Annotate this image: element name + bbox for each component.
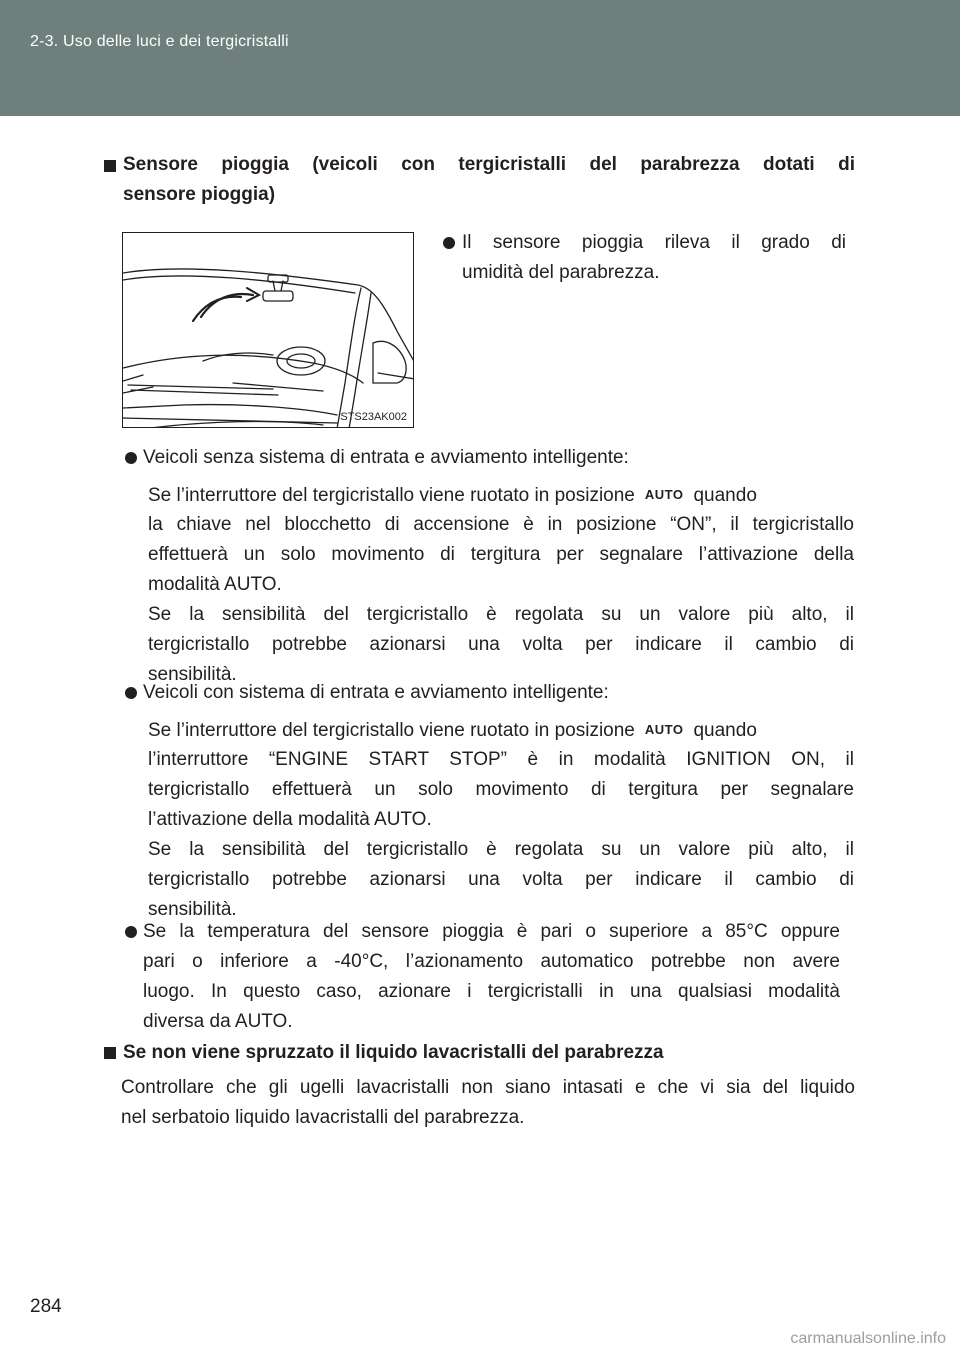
windshield-illustration bbox=[122, 232, 414, 428]
square-bullet-icon bbox=[104, 160, 116, 172]
section-title: 2-3. Uso delle luci e dei tergicristalli bbox=[30, 33, 289, 50]
bullet-a-text: effettuerà un solo movimento di tergitura per segnalare l’attivazione della bbox=[148, 544, 854, 565]
section2-text: Controllare che gli ugelli lavacristalli non siano intasati e che vi sia del liquido bbox=[121, 1077, 855, 1098]
watermark: carmanualsonline.info bbox=[790, 1330, 946, 1347]
section-header-bar bbox=[0, 0, 960, 116]
intro-line: Il sensore pioggia rileva il grado di bbox=[462, 232, 846, 253]
bullet-a-text: modalità AUTO. bbox=[148, 574, 282, 595]
page-number: 284 bbox=[30, 1296, 62, 1317]
bullet-b-text: l’interruttore “ENGINE START STOP” è in modalità IGNITION ON, il bbox=[148, 749, 854, 770]
bullet-a-body bbox=[148, 480, 854, 690]
bullet-a-line-1 bbox=[148, 480, 854, 510]
rain-sensor-intro bbox=[462, 228, 846, 288]
section2-body bbox=[121, 1073, 855, 1133]
section2-heading: Se non viene spruzzato il liquido lavacristalli del parabrezza bbox=[123, 1042, 664, 1063]
section2-text: nel serbatoio liquido lavacristalli del parabrezza. bbox=[121, 1107, 525, 1128]
round-bullet-icon bbox=[125, 926, 137, 938]
bullet-b-text: l’attivazione della modalità AUTO. bbox=[148, 809, 432, 830]
bullet-a-text: quando bbox=[693, 485, 757, 506]
auto-wiper-icon: AUTO bbox=[644, 722, 684, 737]
intro-line: umidità del parabrezza. bbox=[462, 262, 660, 283]
bullet-a-text: sensibilità. bbox=[148, 664, 237, 685]
round-bullet-icon bbox=[125, 687, 137, 699]
bullet-c-text: luogo. In questo caso, azionare i tergicristalli in una qualsiasi modalità bbox=[143, 981, 840, 1002]
round-bullet-icon bbox=[125, 452, 137, 464]
bullet-c-text: pari o inferiore a -40°C, l’azionamento automatico potrebbe non avere bbox=[143, 951, 840, 972]
bullet-c-text: Se la temperatura del sensore pioggia è pari o superiore a 85°C oppure bbox=[143, 921, 840, 942]
bullet-a-title: Veicoli senza sistema di entrata e avviamento intelligente: bbox=[143, 447, 629, 468]
figure-code: STS23AK002 bbox=[340, 411, 407, 423]
bullet-b-text: Se la sensibilità del tergicristallo è regolata su un valore più alto, il bbox=[148, 839, 854, 860]
bullet-b-text: tergicristallo potrebbe azionarsi una volta per indicare il cambio di bbox=[148, 869, 854, 890]
bullet-a-text: la chiave nel blocchetto di accensione è in posizione “ON”, il tergicristallo bbox=[148, 514, 854, 535]
section1-heading-line1: Sensore pioggia (veicoli con tergicristalli del parabrezza dotati di bbox=[123, 154, 855, 175]
section1-heading bbox=[123, 150, 855, 210]
auto-wiper-icon: AUTO bbox=[644, 487, 684, 502]
bullet-b-body bbox=[148, 715, 854, 925]
bullet-b-text: tergicristallo effettuerà un solo movimento di tergitura per segnalare bbox=[148, 779, 854, 800]
bullet-b-title: Veicoli con sistema di entrata e avviamento intelligente: bbox=[143, 682, 609, 703]
round-bullet-icon bbox=[443, 237, 455, 249]
bullet-a-text: Se la sensibilità del tergicristallo è regolata su un valore più alto, il bbox=[148, 604, 854, 625]
square-bullet-icon bbox=[104, 1047, 116, 1059]
bullet-b-text: Se l’interruttore del tergicristallo viene ruotato in posizione bbox=[148, 720, 635, 741]
bullet-a-text: tergicristallo potrebbe azionarsi una volta per indicare il cambio di bbox=[148, 634, 854, 655]
section1-heading-line2: sensore pioggia) bbox=[123, 184, 276, 205]
bullet-c-text: diversa da AUTO. bbox=[143, 1011, 293, 1032]
bullet-b-text: sensibilità. bbox=[148, 899, 237, 920]
bullet-c-body bbox=[143, 917, 840, 1037]
windshield-drawing bbox=[123, 233, 414, 428]
bullet-b-text: quando bbox=[693, 720, 757, 741]
bullet-a-text: Se l’interruttore del tergicristallo viene ruotato in posizione bbox=[148, 485, 635, 506]
bullet-b-line-1 bbox=[148, 715, 854, 745]
